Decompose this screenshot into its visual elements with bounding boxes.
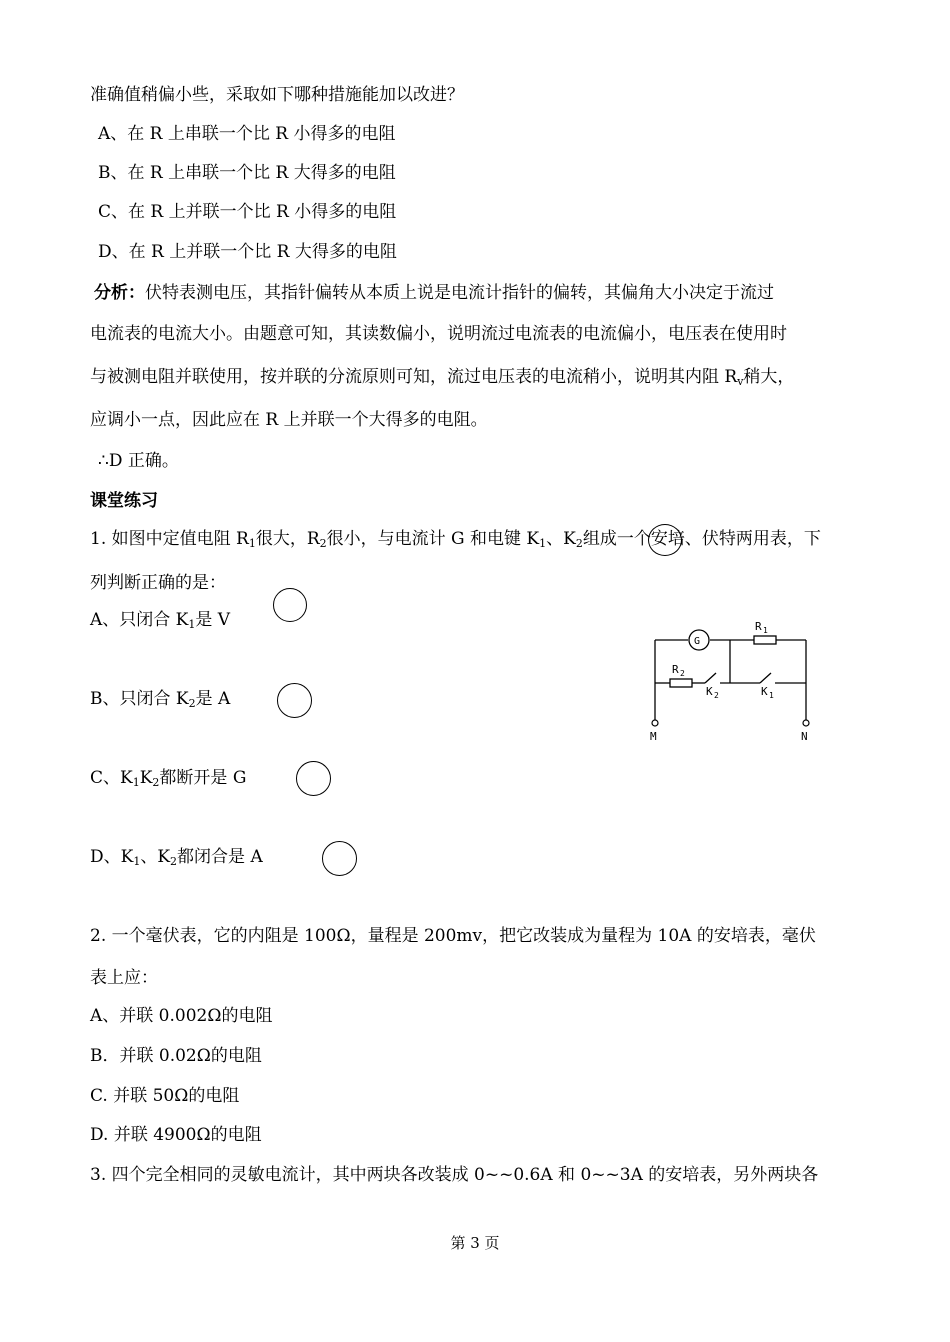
label-r1-sub: 1 xyxy=(763,626,768,635)
q1-option-d: D、$K_1$、$K_2$都闭合是 A xyxy=(90,847,263,868)
answer-circle-d[interactable] xyxy=(322,841,357,876)
q1-line-2: 列判断正确的是： xyxy=(90,573,226,593)
label-k1-sub: 1 xyxy=(769,691,774,700)
q2-option-d: D. 并联 4900Ω的电阻 xyxy=(90,1125,262,1145)
answer-circle-mark xyxy=(648,524,682,556)
resistor-r1-symbol xyxy=(754,636,776,644)
answer-circle-a[interactable] xyxy=(273,588,307,622)
terminal-m xyxy=(652,720,658,726)
q0-option-c: C、在 R 上并联一个比 R 小得多的电阻 xyxy=(98,202,397,222)
circuit-diagram xyxy=(640,615,820,750)
q2-option-c: C. 并联 50Ω的电阻 xyxy=(90,1086,240,1106)
label-k2-sub: 2 xyxy=(714,691,719,700)
q2-line-2: 表上应： xyxy=(90,968,158,988)
label-g: G xyxy=(694,636,701,647)
answer-circle-c[interactable] xyxy=(296,761,331,796)
analysis-line-4: 应调小一点，因此应在 R 上并联一个大得多的电阻。 xyxy=(90,410,488,430)
q0-option-a: A、在 R 上串联一个比 R 小得多的电阻 xyxy=(98,124,396,144)
analysis-label: 分析： xyxy=(94,283,145,303)
analysis-line-2: 电流表的电流大小。由题意可知，其读数偏小，说明流过电流表的电流偏小，电压表在使用时 xyxy=(90,324,787,344)
label-k1: K xyxy=(761,685,768,698)
q1-option-a: A、只闭合 $K_1$是 V xyxy=(90,610,231,631)
intro-line: 准确值稍偏小些，采取如下哪种措施能加以改进？ xyxy=(90,85,464,105)
analysis-line-3: 与被测电阻并联使用，按并联的分流原则可知，流过电压表的电流稍小，说明其内阻 $R_v$稍大， xyxy=(90,367,795,388)
q3-line-1: 3. 四个完全相同的灵敏电流计，其中两块各改装成 0~~0.6A 和 0~~3A 的安培表，另外两块各 xyxy=(90,1165,819,1185)
q1-option-c: C、$K_1K_2$都断开是 G xyxy=(90,768,247,789)
q1-line-1: 1. 如图中定值电阻 $R_1$很大，$R_2$很小，与电流计 G 和电键 $K_1$、$K_2$组成一个安培、伏特两用表，下 xyxy=(90,529,821,550)
q2-line-1: 2. 一个毫伏表，它的内阻是 100Ω，量程是 200mv，把它改装成为量程为 10A 的安培表，毫伏 xyxy=(90,926,816,946)
answer-circle-b[interactable] xyxy=(277,683,312,718)
section-title: 课堂练习 xyxy=(90,491,158,511)
q0-option-b: B、在 R 上串联一个比 R 大得多的电阻 xyxy=(98,163,396,183)
q0-option-d: D、在 R 上并联一个比 R 大得多的电阻 xyxy=(98,242,397,262)
page-footer: 第 3 页 xyxy=(450,1234,500,1252)
label-k2: K xyxy=(706,685,713,698)
q2-option-b: B．并联 0.02Ω的电阻 xyxy=(90,1046,262,1066)
resistor-r2-symbol xyxy=(670,679,692,687)
analysis-line-1: 分析：伏特表测电压，其指针偏转从本质上说是电流计指针的偏转，其偏角大小决定于流过 xyxy=(94,283,774,303)
label-r1: R xyxy=(755,620,762,633)
q1-option-b: B、只闭合 $K_2$是 A xyxy=(90,689,231,710)
label-r2-sub: 2 xyxy=(680,669,685,678)
terminal-n xyxy=(803,720,809,726)
q2-option-a: A、并联 0.002Ω的电阻 xyxy=(90,1006,273,1026)
label-r2: R xyxy=(672,663,679,676)
label-n: N xyxy=(801,730,808,743)
analysis-conclusion: ∴D 正确。 xyxy=(98,451,179,471)
label-m: M xyxy=(650,730,657,743)
